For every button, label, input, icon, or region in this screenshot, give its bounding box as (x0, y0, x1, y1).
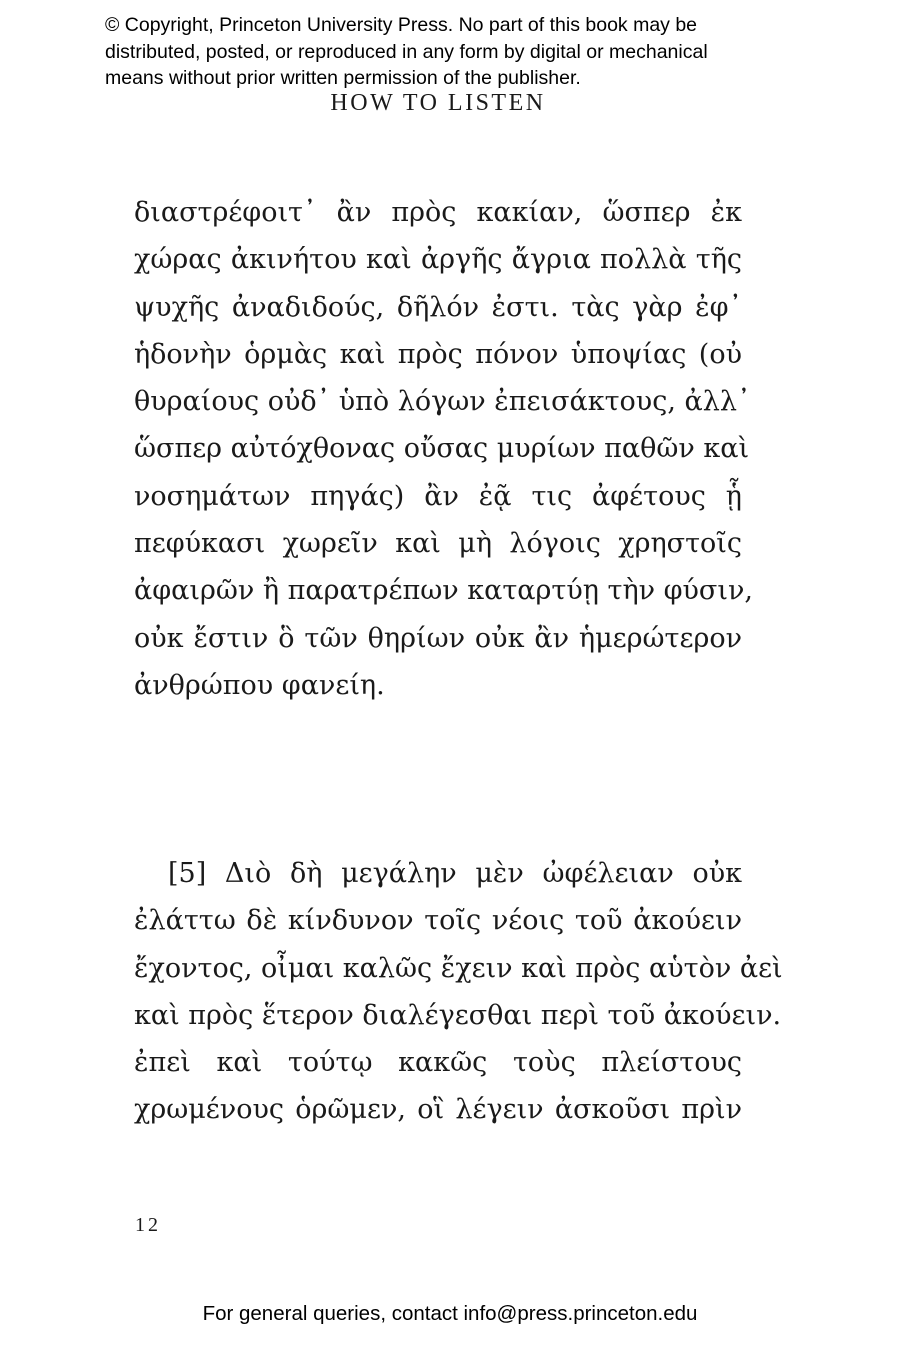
text-line: ἀνθρώπου φανείη. (134, 669, 385, 701)
text-line: διαστρέφοιτ᾿ ἂν πρὸς κακίαν, ὥσπερ ἐκ (134, 197, 742, 228)
text-line: ἐλάττω δὲ κίνδυνον τοῖς νέοις τοῦ ἀκούειν (134, 905, 742, 937)
text-line: ψυχῆς ἀναδιδούς, δῆλόν ἐστι. τὰς γὰρ ἐφ᾿ (134, 291, 742, 323)
text-line: χώρας ἀκινήτου καὶ ἀργῆς ἄγρια πολλὰ τῆς (134, 244, 742, 276)
text-line: χρωμένους ὁρῶμεν, οἳ λέγειν ἀσκοῦσι πρὶν (134, 1094, 742, 1126)
greek-paragraph-1 (134, 189, 753, 709)
text-line: ἐπεὶ καὶ τούτῳ κακῶς τοὺς πλείστους (134, 1047, 742, 1079)
text-line: νοσημάτων πηγάς) ἂν ἐᾷ τις ἀφέτους ᾗ (134, 480, 742, 512)
text-line: ἡδονὴν ὁρμὰς καὶ πρὸς πόνον ὑποψίας (οὐ (134, 338, 742, 370)
text-line: ὥσπερ αὐτόχθονας οὔσας μυρίων παθῶν καὶ (134, 433, 750, 465)
text-line: καὶ πρὸς ἕτερον διαλέγεσθαι περὶ τοῦ ἀκούειν. (134, 999, 782, 1031)
text-line: ἔχοντος, οἶμαι καλῶς ἔχειν καὶ πρὸς αὑτὸν ἀεὶ (134, 952, 783, 984)
copyright-line: © Copyright, Princeton University Press. No part of this book may be (105, 14, 698, 36)
text-line: [5] Διὸ δὴ μεγάλην μὲν ὠφέλειαν οὐκ (168, 858, 742, 889)
page-number: 12 (135, 1214, 161, 1236)
text-line: πεφύκασι χωρεῖν καὶ μὴ λόγοις χρηστοῖς (134, 528, 742, 560)
copyright-notice (105, 12, 865, 92)
copyright-line: means without prior written permission of the publisher. (105, 67, 581, 89)
greek-paragraph-2 (134, 850, 783, 1134)
text-line: θυραίους οὐδ᾿ ὑπὸ λόγων ἐπεισάκτους, ἀλλ᾿ (134, 386, 751, 418)
footer-contact: For general queries, contact info@press.princeton.edu (202, 1302, 698, 1325)
copyright-line: distributed, posted, or reproduced in any form by digital or mechanical (105, 40, 708, 63)
running-head: HOW TO LISTEN (330, 90, 546, 116)
text-line: ἀφαιρῶν ἢ παρατρέπων καταρτύῃ τὴν φύσιν, (134, 575, 753, 607)
text-line: οὐκ ἔστιν ὃ τῶν θηρίων οὐκ ἂν ἡμερώτερον (134, 622, 742, 654)
